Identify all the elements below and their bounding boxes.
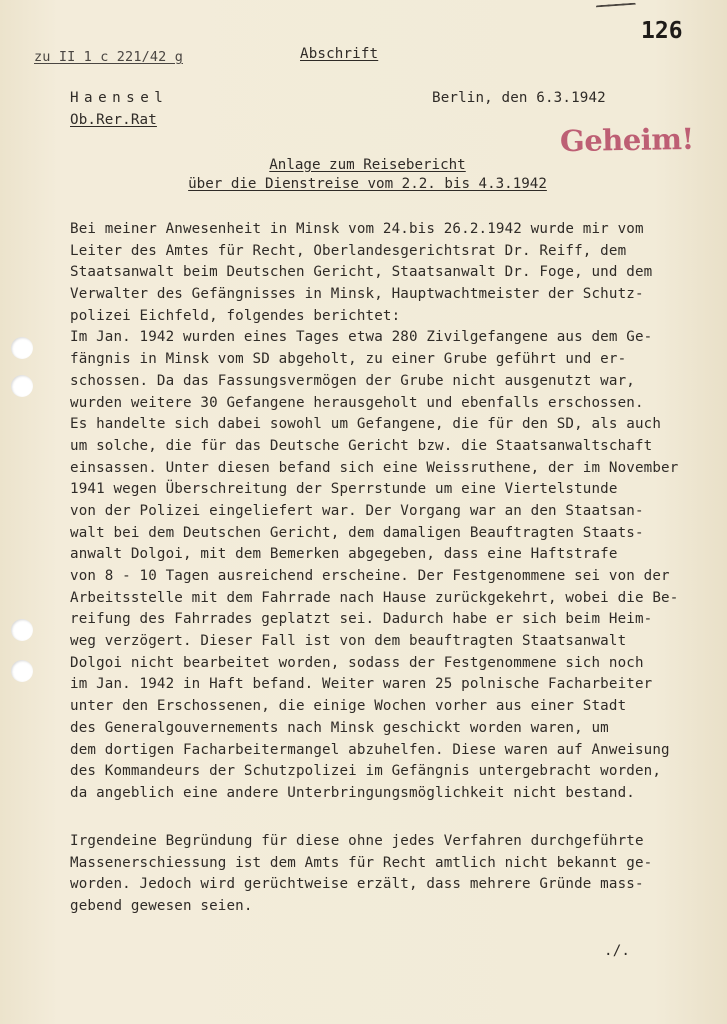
punch-hole [11, 660, 33, 682]
text-line: Staatsanwalt beim Deutschen Gericht, Staatsanwalt Dr. Foge, und dem [70, 264, 653, 281]
place-date: Berlin, den 6.3.1942 [432, 90, 606, 106]
title-line-1: Anlage zum Reisebericht [269, 157, 466, 173]
text-line: Arbeitsstelle mit dem Fahrrade nach Hause zurückgekehrt, wobei die Be- [70, 589, 679, 606]
document-heading: Abschrift [300, 46, 379, 62]
sender-rank: Ob.Rer.Rat [70, 112, 157, 128]
text-line: Massenerschiessung ist dem Amts für Recht amtlich nicht bekannt ge- [70, 854, 653, 871]
page-number: 126 [641, 18, 683, 44]
body-paragraph-1 [70, 219, 678, 805]
continuation-mark: ./. [604, 943, 631, 959]
punch-hole [11, 619, 33, 641]
text-line: des Generalgouvernements nach Minsk geschickt worden waren, um [70, 719, 609, 736]
text-line: unter den Erschossenen, die einige Wochen vorher aus einer Stadt [70, 698, 627, 715]
document-title [170, 156, 565, 194]
punch-hole [11, 375, 33, 397]
secret-stamp: Geheim! [559, 121, 694, 159]
text-line: walt bei dem Deutschen Gericht, dem damaligen Beauftragten Staats- [70, 524, 644, 541]
title-line-2: über die Dienstreise vom 2.2. bis 4.3.1942 [188, 176, 547, 192]
text-line: Verwalter des Gefängnisses in Minsk, Hauptwachtmeister der Schutz- [70, 286, 644, 303]
text-line: weg verzögert. Dieser Fall ist von dem beauftragten Staatsanwalt [70, 633, 627, 650]
text-line: Es handelte sich dabei sowohl um Gefangene, die für den SD, als auch [70, 416, 662, 433]
text-line: reifung des Fahrrades geplatzt sei. Dadurch habe er sich beim Heim- [70, 611, 653, 628]
text-line: Im Jan. 1942 wurden eines Tages etwa 280 Zivilgefangene aus dem Ge- [70, 329, 653, 346]
text-line: von 8 - 10 Tagen ausreichend erscheine. Der Festgenommene sei von der [70, 568, 670, 584]
text-line: schossen. Da das Fassungsvermögen der Grube nicht ausgenutzt war, [70, 372, 635, 389]
text-line: Bei meiner Anwesenheit in Minsk vom 24.bis 26.2.1942 wurde mir vom [70, 221, 644, 237]
punch-hole [11, 337, 33, 359]
text-line: Dolgoi nicht bearbeitet worden, sodass der Festgenommene sich noch [70, 654, 644, 671]
text-line: dem dortigen Facharbeitermangel abzuhelfen. Diese waren auf Anweisung [70, 741, 670, 758]
text-line: im Jan. 1942 in Haft befand. Weiter waren 25 polnische Facharbeiter [70, 676, 653, 693]
body-paragraph-2 [70, 831, 652, 918]
text-line: des Kommandeurs der Schutzpolizei im Gefängnis untergebracht worden, [70, 763, 662, 780]
text-line: fängnis in Minsk vom SD abgeholt, zu einer Grube geführt und er- [70, 351, 627, 368]
text-line: da angeblich eine andere Unterbringungsmöglichkeit nicht bestand. [70, 784, 635, 801]
sender-name: Haensel [70, 90, 169, 106]
text-line: gebend gewesen seien. [70, 898, 253, 915]
file-reference: zu II 1 c 221/42 g [34, 49, 183, 65]
text-line: 1941 wegen Überschreitung der Sperrstunde um eine Viertelstunde [70, 481, 618, 498]
text-line: polizei Eichfeld, folgendes berichtet: [70, 307, 401, 324]
text-line: worden. Jedoch wird gerüchtweise erzält, dass mehrere Gründe mass- [70, 876, 644, 893]
pencil-mark [596, 3, 636, 12]
text-line: Irgendeine Begründung für diese ohne jedes Verfahren durchgeführte [70, 833, 644, 849]
text-line: Leiter des Amtes für Recht, Oberlandesgerichtsrat Dr. Reiff, dem [70, 242, 627, 259]
text-line: anwalt Dolgoi, mit dem Bemerken abgegeben, dass eine Haftstrafe [70, 546, 618, 563]
text-line: von der Polizei eingeliefert war. Der Vorgang war an den Staatsan- [70, 502, 644, 519]
text-line: einsassen. Unter diesen befand sich eine Weissruthene, der im November [70, 459, 679, 476]
text-line: wurden weitere 30 Gefangene herausgeholt und ebenfalls erschossen. [70, 394, 644, 411]
text-line: um solche, die für das Deutsche Gericht bzw. die Staatsanwaltschaft [70, 437, 653, 454]
